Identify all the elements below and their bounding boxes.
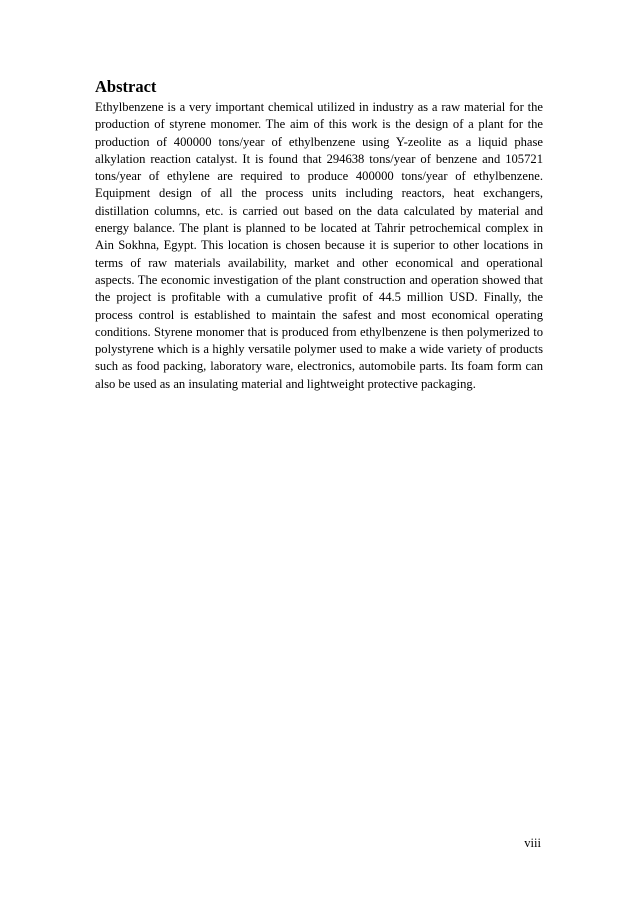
abstract-body-text: Ethylbenzene is a very important chemical utilized in industry as a raw material for the production of styrene monomer. The aim of this work is the design of a plant for the production of 400000 tons/year of ethylbenzene using Y-zeolite as a liquid phase alkylation reaction catalyst. It is found that 294638 tons/year of benzene and 105721 tons/year of ethylene are required to produce 400000 tons/year of ethylbenzene. Equipment design of all the process units including reactors, heat exchangers, distillation columns, etc. is carried out based on the data calculated by material and energy balance. The plant is planned to be located at Tahrir petrochemical complex in Ain Sokhna, Egypt. This location is chosen because it is superior to other locations in terms of raw materials availability, market and other economical and operational aspects. The economic investigation of the plant construction and operation showed that the project is profitable with a cumulative profit of 44.5 million USD. Finally, the process control is established to maintain the safest and most economical operating conditions. Styrene monomer that is produced from ethylbenzene is then polymerized to polystyrene which is a highly versatile polymer used to make a wide variety of products such as food packing, laboratory ware, electronics, automobile parts. Its foam form can also be used as an insulating material and lightweight protective packaging. (95, 100, 543, 391)
page-number: viii (524, 836, 541, 850)
abstract-heading: Abstract (95, 77, 157, 96)
